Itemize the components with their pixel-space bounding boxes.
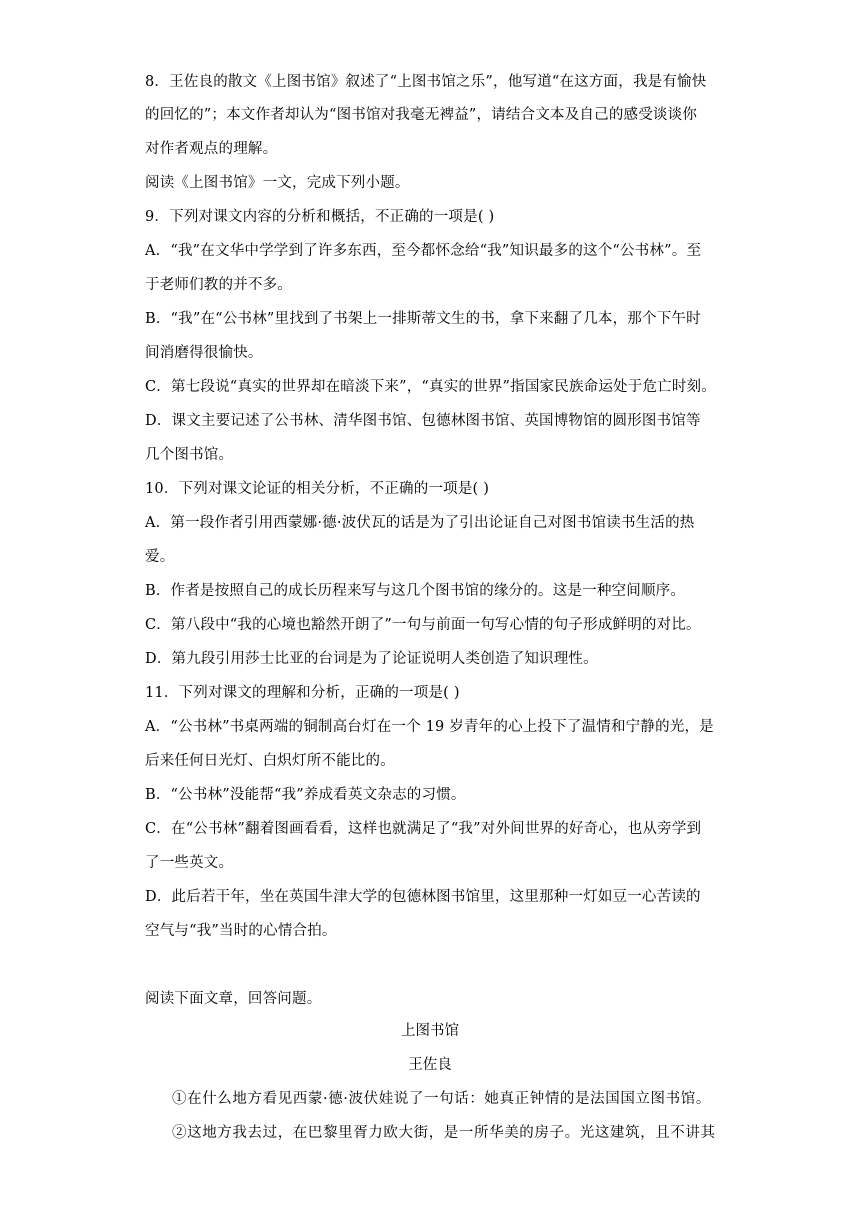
- question-9-option-d-line-2: 几个图书馆。: [145, 447, 234, 463]
- question-10-option-a-line-1: A．第一段作者引用西蒙娜·德·波伏瓦的话是为了引出论证自己对图书馆读书生活的热: [145, 515, 695, 531]
- article-paragraph-2: ②这地方我去过，在巴黎里胥力欧大街，是一所华美的房子。光这建筑，且不讲其: [172, 1125, 716, 1141]
- question-9-option-c: C．第七段说“真实的世界却在暗淡下来”，“真实的世界”指国家民族命运处于危亡时刻。: [145, 379, 716, 395]
- article-title: 上图书馆: [401, 1023, 459, 1039]
- question-10-stem: 10．下列对课文论证的相关分析，不正确的一项是( ): [145, 481, 490, 497]
- question-9-option-b-line-1: B．“我”在“公书林”里找到了书架上一排斯蒂文生的书，拿下来翻了几本，那个下午时: [145, 311, 701, 327]
- question-8-line-2: 的回忆的”；本文作者却认为“图书馆对我毫无裨益”，请结合文本及自己的感受谈谈你: [145, 107, 698, 123]
- question-10-option-b: B．作者是按照自己的成长历程来写与这几个图书馆的缘分的。这是一种空间顺序。: [145, 583, 686, 599]
- question-9-option-d-line-1: D．课文主要记述了公书林、清华图书馆、包德林图书馆、英国博物馆的圆形图书馆等: [145, 413, 701, 429]
- question-8-line-3: 对作者观点的理解。: [145, 141, 278, 157]
- question-9-option-b-line-2: 间消磨得很愉快。: [145, 345, 263, 361]
- question-10-option-c: C．第八段中“我的心境也豁然开朗了”一句与前面一句写心情的句子形成鲜明的对比。: [145, 617, 701, 633]
- question-10-option-a-line-2: 爱。: [145, 549, 175, 565]
- question-9-stem: 9．下列对课文内容的分析和概括，不正确的一项是( ): [145, 209, 495, 225]
- question-8-line-1: 8．王佐良的散文《上图书馆》叙述了“上图书馆之乐”，他写道“在这方面，我是有愉快: [145, 74, 707, 90]
- question-11-option-b: B．“公书林”没能帮“我”养成看英文杂志的习惯。: [145, 787, 466, 803]
- question-9-option-a-line-2: 于老师们教的并不多。: [145, 277, 292, 293]
- article-reading-instruction: 阅读下面文章，回答问题。: [145, 991, 322, 1007]
- question-11-stem: 11．下列对课文的理解和分析，正确的一项是( ): [145, 685, 460, 701]
- question-11-option-c-line-1: C．在“公书林”翻着图画看看，这样也就满足了“我”对外间世界的好奇心，也从旁学到: [145, 821, 702, 837]
- article-author: 王佐良: [408, 1057, 452, 1073]
- question-11-option-d-line-2: 空气与“我”当时的心情合拍。: [145, 923, 337, 939]
- question-11-option-c-line-2: 了一些英文。: [145, 855, 234, 871]
- article-paragraph-1: ①在什么地方看见西蒙·德·波伏娃说了一句话：她真正钟情的是法国国立图书馆。: [172, 1091, 711, 1107]
- question-9-option-a-line-1: A．“我”在文华中学学到了许多东西，至今都怀念给“我”知识最多的这个“公书林”。至: [145, 243, 702, 259]
- question-11-option-d-line-1: D．此后若干年，坐在英国牛津大学的包德林图书馆里，这里那种一灯如豆一心苦读的: [145, 889, 701, 905]
- question-11-option-a-line-2: 后来任何日光灯、白炽灯所不能比的。: [145, 753, 395, 769]
- question-10-option-d: D．第九段引用莎士比亚的台词是为了论证说明人类创造了知识理性。: [145, 651, 598, 667]
- reading-instruction: 阅读《上图书馆》一文，完成下列小题。: [145, 175, 410, 191]
- question-11-option-a-line-1: A．“公书林”书桌两端的铜制高台灯在一个 19 岁青年的心上投下了温情和宁静的光，是: [145, 719, 714, 735]
